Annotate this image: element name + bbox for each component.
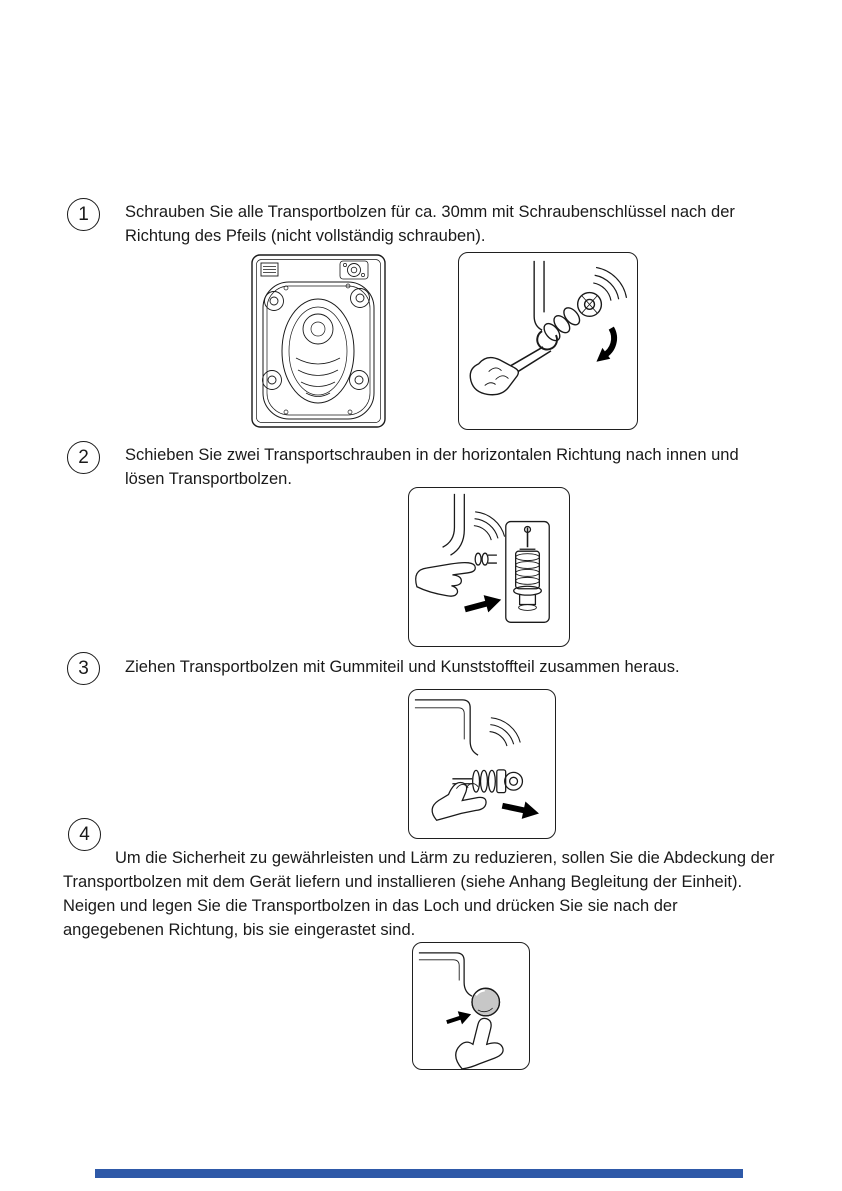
wrench-unscrew-illustration [459,253,637,429]
bolt-hole-cover-icon [472,988,500,1016]
bolt-detail-icon [506,522,549,623]
figure-pull-bolt [408,689,556,839]
hand-icon [416,563,476,597]
hand-icon [456,1018,503,1069]
step-1-text: Schrauben Sie alle Transportbolzen für ca. 30mm mit Schraubenschlüssel nach der Richtung des Pfeils (nicht vollständig schrauben). [125,203,735,245]
machine-edge-lines [534,261,544,330]
insert-cover-illustration [413,943,529,1069]
rotation-arrow-icon [596,328,614,362]
hand-icon [470,358,518,395]
figure-push-screw [408,487,570,647]
direction-arrow-icon [463,591,504,618]
sound-waves-icon [490,718,521,746]
step-2-text: Schieben Sie zwei Transportschrauben in der horizontalen Richtung nach innen und lösen Transportbolzen. [125,446,739,488]
step-4-number: 4 [68,818,101,851]
machine-edge-lines [443,494,465,555]
hand-icon [432,782,486,820]
step-3-number: 3 [67,652,100,685]
footer-accent-bar [95,1169,743,1178]
step-3-text: Ziehen Transportbolzen mit Gummiteil und Kunststoffteil zusammen heraus. [125,658,680,676]
washer-back-illustration [250,252,387,430]
step-1-number: 1 [67,198,100,231]
figure-washer-back [250,252,387,430]
washer-back-outline [252,255,385,427]
small-bolt-icon [475,553,497,565]
step-2-number: 2 [67,441,100,474]
pull-bolt-illustration [409,690,555,838]
sound-waves-icon [474,512,505,540]
push-screw-illustration [409,488,569,646]
direction-arrow-icon [500,797,540,822]
step-4-text: Um die Sicherheit zu gewährleisten und Lärm zu reduzieren, sollen Sie die Abdeckung der Transportbolzen mit dem Gerät liefern und installieren (siehe Anhang Begleitung der Einheit). Neigen und legen Sie die Transportbolzen in das Loch und drücken Sie sie nach der angegebenen Richtung, bis sie eingerastet sind. [63,849,775,939]
transport-bolt-icon [541,293,601,344]
direction-arrow-icon [445,1008,474,1029]
figure-wrench-unscrew [458,252,638,430]
figure-insert-cover [412,942,530,1070]
